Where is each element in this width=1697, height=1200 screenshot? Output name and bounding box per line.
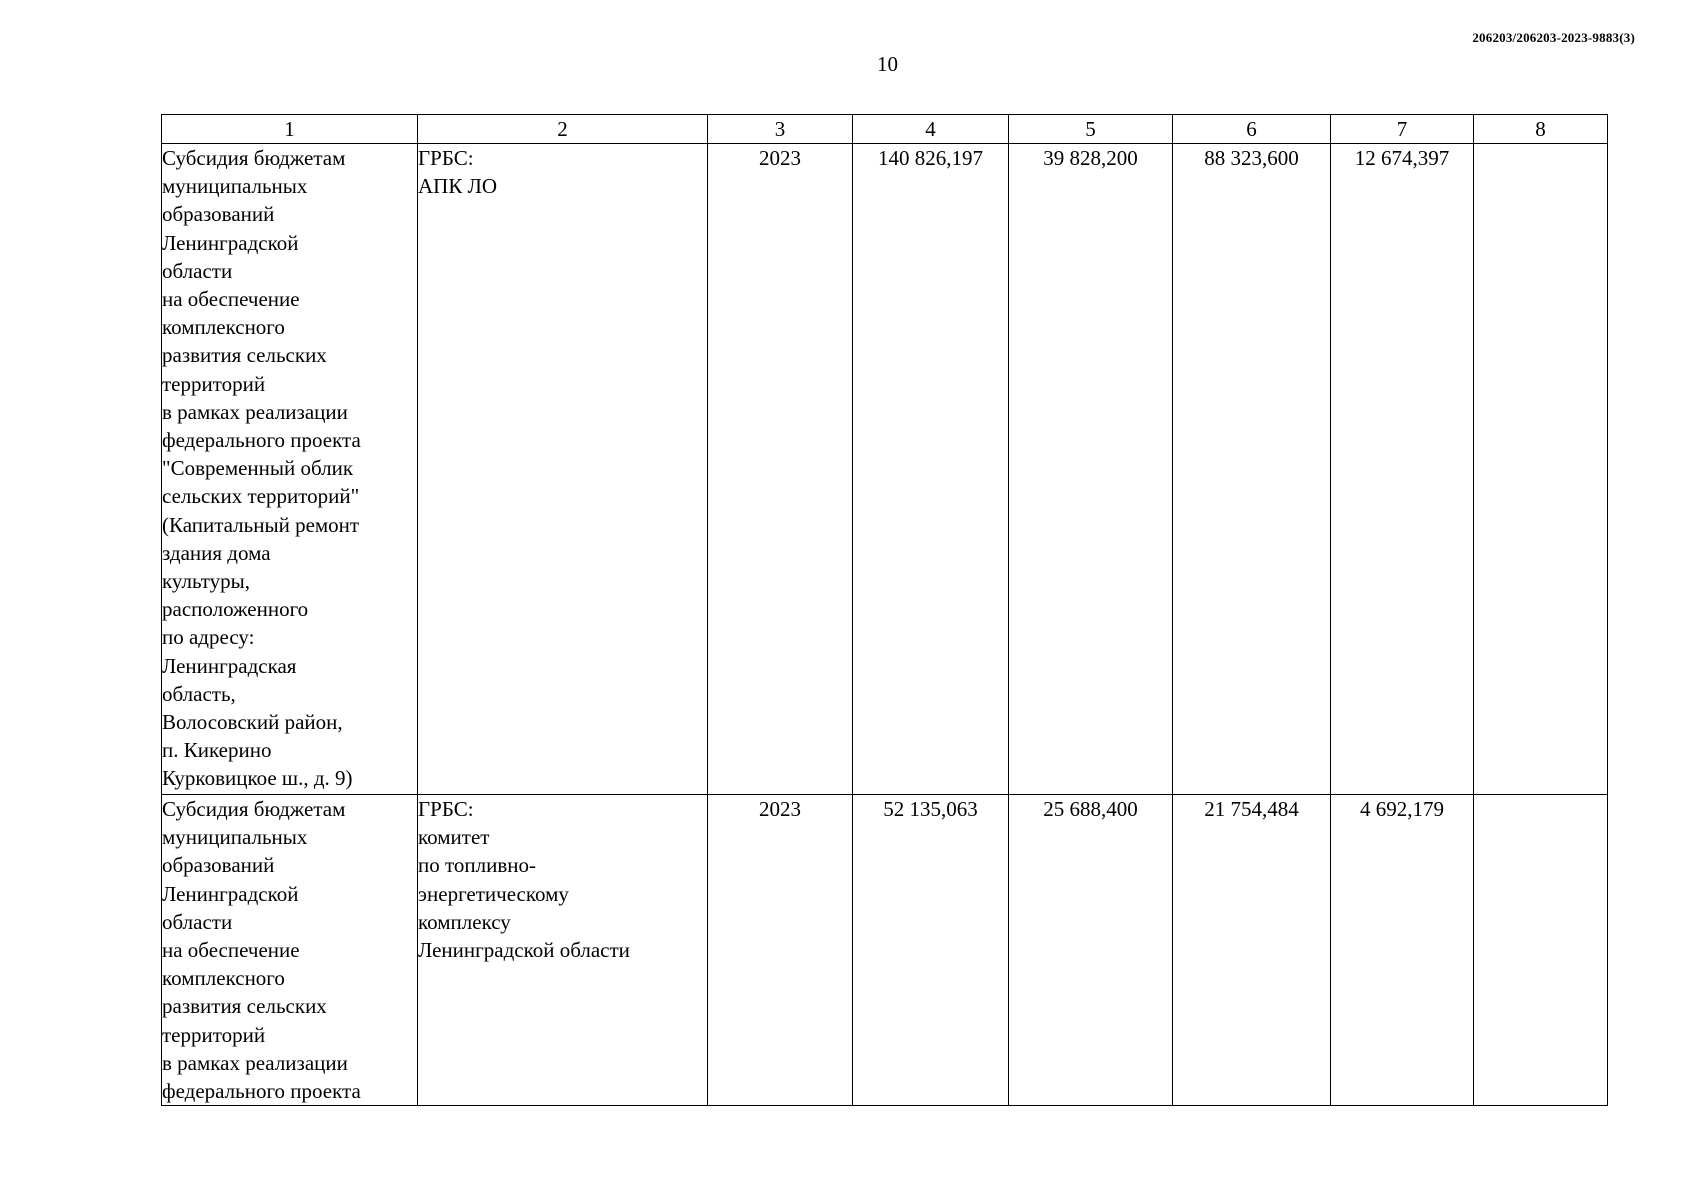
column-header: 8	[1474, 115, 1608, 144]
description-cell	[162, 795, 418, 1106]
grbs-cell	[418, 144, 708, 795]
column-header: 6	[1173, 115, 1331, 144]
total-cell: 52 135,063	[853, 795, 1009, 1106]
value-cell-6: 88 323,600	[1173, 144, 1331, 795]
value-cell-8	[1474, 144, 1608, 795]
value-cell-5: 25 688,400	[1009, 795, 1173, 1106]
column-header: 7	[1331, 115, 1474, 144]
column-header: 2	[418, 115, 708, 144]
value-cell-5: 39 828,200	[1009, 144, 1173, 795]
value-cell-7: 12 674,397	[1331, 144, 1474, 795]
value-cell-7: 4 692,179	[1331, 795, 1474, 1106]
page-number: 10	[877, 52, 898, 76]
year-cell: 2023	[708, 144, 853, 795]
total-cell: 140 826,197	[853, 144, 1009, 795]
grbs-text: ГРБС: комитет по топливно- энергетическому комплексу Ленинградской области	[418, 797, 630, 963]
document-id: 206203/206203-2023-9883(3)	[1472, 30, 1635, 45]
table-row	[162, 144, 1608, 795]
column-header: 3	[708, 115, 853, 144]
column-header: 1	[162, 115, 418, 144]
column-header: 4	[853, 115, 1009, 144]
year-cell: 2023	[708, 795, 853, 1106]
column-header: 5	[1009, 115, 1173, 144]
description-text: Субсидия бюджетам муниципальных образований Ленинградской области на обеспечение комплексного развития сельских территорий в рамках реализации федерального проекта	[162, 797, 361, 1104]
grbs-cell	[418, 795, 708, 1106]
description-text: Субсидия бюджетам муниципальных образований Ленинградской области на обеспечение комплексного развития сельских территорий в рамках реализации федерального проекта "Современный облик сельских территорий" (Капитальный ремонт здания дома культуры, расположенного по адресу: Ленинградская область, Волосовский район, п. Кикерино Курковицкое ш., д. 9)	[162, 146, 361, 791]
description-cell	[162, 144, 418, 795]
value-cell-8	[1474, 795, 1608, 1106]
table-row	[162, 795, 1608, 1106]
grbs-text: ГРБС: АПК ЛО	[418, 146, 497, 199]
value-cell-6: 21 754,484	[1173, 795, 1331, 1106]
table-header-row	[162, 115, 1608, 144]
budget-table	[161, 114, 1608, 1106]
